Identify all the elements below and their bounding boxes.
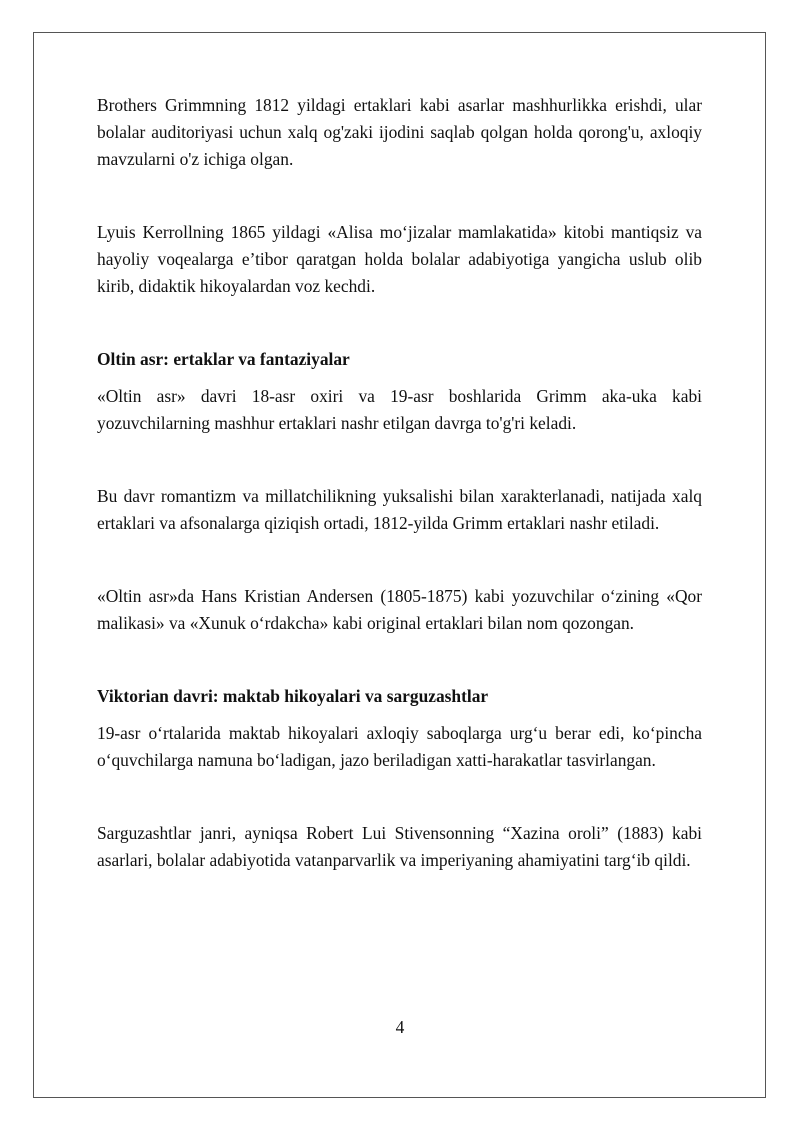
paragraph-carroll-alice: Lyuis Kerrollning 1865 yildagi «Alisa mo‘jizalar mamlakatida» kitobi mantiqsiz va hayoliy voqealarga e’tibor qaratgan holda bolalar adabiyotiga yangicha uslub olib kirib, didaktik hikoyalardan voz kechdi. [97,222,702,296]
spacer [97,300,702,346]
paragraph-grimm-tales: Brothers Grimmning 1812 yildagi ertaklari kabi asarlar mashhurlikka erishdi, ular bolalar auditoriyasi uchun xalq og'zaki ijodini saqlab qolgan holda qorong'u, axloqiy mavzularni o'z ichiga olgan. [97,95,702,169]
heading-victorian-era: Viktorian davri: maktab hikoyalari va sarguzashtlar [97,686,489,706]
spacer [97,637,702,683]
paragraph-adventure-genre: Sarguzashtlar janri, ayniqsa Robert Lui Stivensonning “Xazina oroli” (1883) kabi asarlari, bolalar adabiyotida vatanparvarlik va imperiyaning ahamiyatini targ‘ib qildi. [97,823,702,870]
paragraph-school-stories: 19-asr o‘rtalarida maktab hikoyalari axloqiy saboqlarga urg‘u berar edi, ko‘pincha o‘quvchilarga namuna bo‘ladigan, jazo beriladigan xatti-harakatlar tasvirlangan. [97,723,702,770]
paragraph-golden-age-period: «Oltin asr» davri 18-asr oxiri va 19-asr boshlarida Grimm aka-uka kabi yozuvchilarning mashhur ertaklari nashr etilgan davrga to'g'ri keladi. [97,386,702,433]
spacer [97,373,702,383]
spacer [97,437,702,483]
page-number: 4 [395,1017,405,1037]
page-content [97,92,702,874]
heading-golden-age: Oltin asr: ertaklar va fantaziyalar [97,349,350,369]
spacer [97,774,702,820]
paragraph-romanticism: Bu davr romantizm va millatchilikning yuksalishi bilan xarakterlanadi, natijada xalq ertaklari va afsonalarga qiziqish ortadi, 1812-yilda Grimm ertaklari nashr etiladi. [97,486,702,533]
spacer [97,710,702,720]
spacer [97,537,702,583]
spacer [97,173,702,219]
paragraph-andersen: «Oltin asr»da Hans Kristian Andersen (1805-1875) kabi yozuvchilar o‘zining «Qor malikasi» va «Xunuk o‘rdakcha» kabi original ertaklari bilan nom qozongan. [97,586,702,633]
